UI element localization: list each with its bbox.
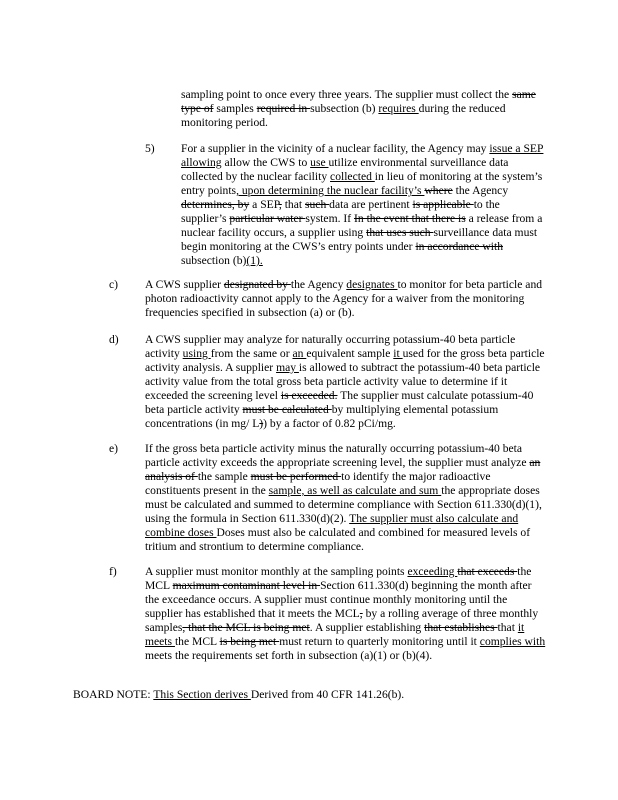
deleted-text: in accordance with	[415, 240, 503, 253]
paragraph-continuation	[181, 88, 547, 130]
inserted-text: designates	[346, 278, 398, 291]
deleted-text: that establishes	[424, 621, 498, 634]
inserted-text: it meets	[145, 621, 525, 648]
text-run: system. If	[305, 212, 355, 225]
text-run: utilize environmental surveillance data collected by the nuclear facility	[181, 156, 509, 183]
text-run: meets the requirements set forth in subsection (a)(1) or (b)(4).	[145, 649, 433, 662]
inserted-text: , upon determining the nuclear facility’s	[236, 184, 425, 197]
text-run: Doses must also be calculated and combined for measured levels of tritium and strontium to determine compliance.	[145, 526, 531, 553]
item-label-d: d)	[109, 333, 119, 346]
inserted-text: collected	[330, 170, 375, 183]
text-run: samples	[213, 102, 257, 115]
text-run: a SEP	[249, 198, 279, 211]
text-run: surveillance data must begin monitoring at the CWS’s entry points under	[181, 226, 538, 253]
deleted-text: ,	[278, 198, 282, 211]
deleted-text: that uses such	[366, 226, 434, 239]
inserted-text: it	[393, 347, 403, 360]
deleted-text: is being met	[219, 635, 280, 648]
text-run: the MCL	[145, 565, 532, 592]
deleted-text: )	[259, 417, 264, 430]
board-note	[73, 688, 553, 702]
text-run: from the same or	[210, 347, 293, 360]
inserted-text: an	[292, 347, 307, 360]
item-label-f: f)	[109, 565, 117, 578]
deleted-text: is exceeded.	[280, 389, 338, 402]
deleted-text: must be calculated	[242, 403, 332, 416]
deleted-text: must be performed	[250, 470, 342, 483]
text-run: the sample	[197, 470, 251, 483]
inserted-text: This Section derives	[153, 688, 251, 701]
paragraph-item-f	[145, 565, 547, 663]
text-run: during the reduced monitoring period.	[181, 102, 506, 129]
deleted-text: such	[305, 198, 330, 211]
deleted-text: , that the MCL is being met	[182, 621, 310, 634]
inserted-text: The supplier must also calculate and combine doses	[145, 512, 519, 539]
text-run: by a rolling average of three monthly samples	[145, 607, 539, 634]
deleted-text: In the event that there is	[354, 212, 466, 225]
text-run: the MCL	[174, 635, 220, 648]
text-run: ) by a factor of 0.82 pCi/mg.	[263, 417, 396, 430]
text-run: sampling point to once every three years. The supplier must collect the	[181, 88, 513, 101]
text-run: must return to quarterly monitoring until it	[279, 635, 480, 648]
inserted-text: use	[310, 156, 329, 169]
text-run: Section 611.330(d) beginning the month after the exceedance occurs. A supplier must continue monthly monitoring until the supplier has established that it meets the MCL	[145, 579, 532, 620]
text-run: A CWS supplier	[145, 278, 224, 291]
text-run: BOARD NOTE:	[73, 688, 154, 701]
inserted-text: requires	[378, 102, 419, 115]
deleted-text: ,	[359, 607, 363, 620]
text-run: to identify the major radioactive constituents present in the	[145, 470, 491, 497]
text-run: is allowed to subtract the potassium-40 beta particle activity value from the total gross beta particle activity value to determine if it exceeded the screening level	[145, 361, 541, 402]
text-run: a release from a nuclear facility occurs, a supplier using	[181, 212, 543, 239]
text-run: that	[281, 198, 305, 211]
inserted-text: issue a SEP allowing	[181, 142, 544, 169]
text-run: the appropriate doses must be calculated and summed to determine compliance with Section 611.330(d)(1), using the formula in Section 611.330(d)(2).	[145, 484, 542, 525]
text-run: to monitor for beta particle and photon radioactivity cannot apply to the Agency for a waiver from the monitoring frequencies specified in subsection (a) or (b).	[145, 278, 543, 319]
inserted-text: exceeding	[407, 565, 458, 578]
paragraph-item-e	[145, 442, 547, 554]
text-run: to the supplier’s	[181, 198, 500, 225]
paragraph-item-d	[145, 333, 547, 431]
text-run: The supplier must calculate potassium-40 beta particle activity	[145, 389, 534, 416]
text-run: Derived from 40 CFR 141.26(b).	[250, 688, 405, 701]
inserted-text: complies with	[479, 635, 546, 648]
deleted-text: where	[424, 184, 453, 197]
text-run: the Agency	[452, 184, 509, 197]
text-run: subsection (b)	[310, 102, 379, 115]
deleted-text: designated by	[223, 278, 291, 291]
inserted-text: using	[182, 347, 211, 360]
item-label-c: c)	[109, 278, 119, 291]
text-run: . A supplier establishing	[309, 621, 425, 634]
text-run: A supplier must monitor monthly at the sampling points	[145, 565, 408, 578]
text-run: used for the gross beta particle activity analysis. A supplier	[145, 347, 545, 374]
item-label-e: e)	[109, 442, 119, 455]
inserted-text: may	[276, 361, 299, 374]
text-run: data are pertinent	[329, 198, 413, 211]
text-run: allow the CWS to	[221, 156, 311, 169]
text-run: subsection (b)	[181, 254, 247, 267]
inserted-text: (1).	[246, 254, 263, 267]
text-run: For a supplier in the vicinity of a nuclear facility, the Agency may	[181, 142, 490, 155]
text-run: equivalent sample	[306, 347, 394, 360]
deleted-text: required in	[256, 102, 311, 115]
deleted-text: is applicable	[412, 198, 474, 211]
item-label-5: 5)	[145, 142, 155, 155]
text-run: If the gross beta particle activity minus the naturally occurring potassium-40 beta particle activity exceeds the appropriate screening level, the supplier must analyze	[145, 442, 530, 469]
text-run: that	[497, 621, 518, 634]
text-run: the Agency	[290, 278, 347, 291]
deleted-text: that exceeds	[457, 565, 518, 578]
paragraph-item-c	[145, 278, 547, 320]
text-run: A CWS supplier may analyze for naturally occurring potassium-40 beta particle activity	[145, 333, 516, 360]
text-run: in lieu of monitoring at the system’s entry points	[181, 170, 543, 197]
deleted-text: determines, by	[181, 198, 250, 211]
deleted-text: same type of	[181, 88, 536, 115]
deleted-text: maximum contaminant level in	[172, 579, 321, 592]
text-run: by multiplying elemental potassium concentrations (in mg/ L	[145, 403, 499, 430]
deleted-text: an analysis of	[145, 456, 541, 483]
paragraph-item-5	[181, 142, 547, 268]
deleted-text: particular water	[229, 212, 306, 225]
inserted-text: sample, as well as calculate and sum	[268, 484, 442, 497]
